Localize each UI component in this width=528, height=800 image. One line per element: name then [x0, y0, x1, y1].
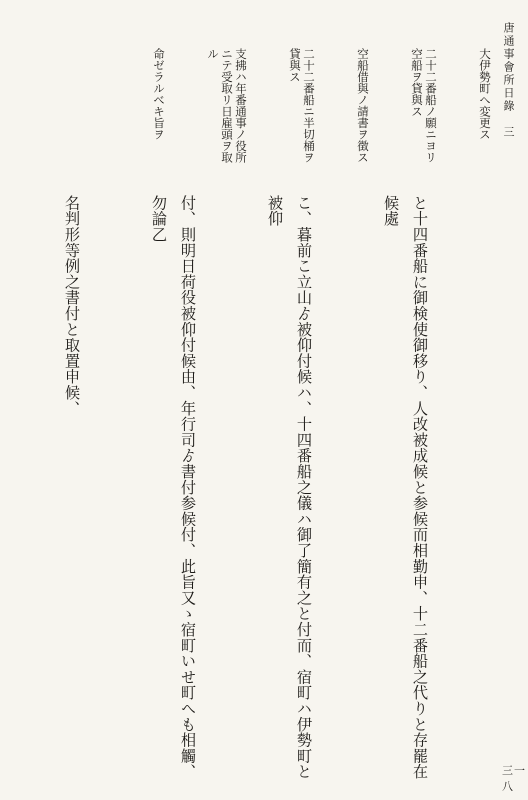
text-column: 付、則明日荷役被仰付候由、年行司ゟ書付参候付、此旨又ゝ宿町いせ町へも相觸、勿論乙: [150, 195, 197, 780]
divider: [36, 180, 492, 181]
running-title: 唐通事會所日錄 三: [502, 22, 515, 139]
text-column: 名判形等例之書付と取置申候、: [63, 195, 81, 417]
head-note: 支拂ハ年番通事ノ役所ニテ受取リ日雇頭ヲ取ル: [206, 48, 248, 163]
text-column: こ、暮前こ立山ゟ被仰付候ハ、十四番船之儀ハ御了簡有之と付而、宿町ハ伊勢町と被仰: [266, 195, 313, 780]
head-note: 二十二番船ノ願ニヨリ空船ヲ貸與ス: [410, 48, 438, 163]
head-note: 大伊勢町へ変更ス: [478, 48, 492, 140]
page-number: 三一八: [502, 764, 526, 793]
head-note: 命ゼラルべキ旨ヲ: [152, 48, 166, 140]
text-column: と十四番船に御検使御移り、人改被成候と参候而相勤申、十二番船之代りと存罷在候處: [382, 195, 429, 780]
main-text: [63, 195, 492, 785]
head-notes: [72, 48, 492, 168]
head-note: 二十二番船ニ半切桶ヲ貸與ス: [288, 48, 316, 163]
head-note: 空船借與ノ請書ヲ徴ス: [356, 48, 370, 163]
